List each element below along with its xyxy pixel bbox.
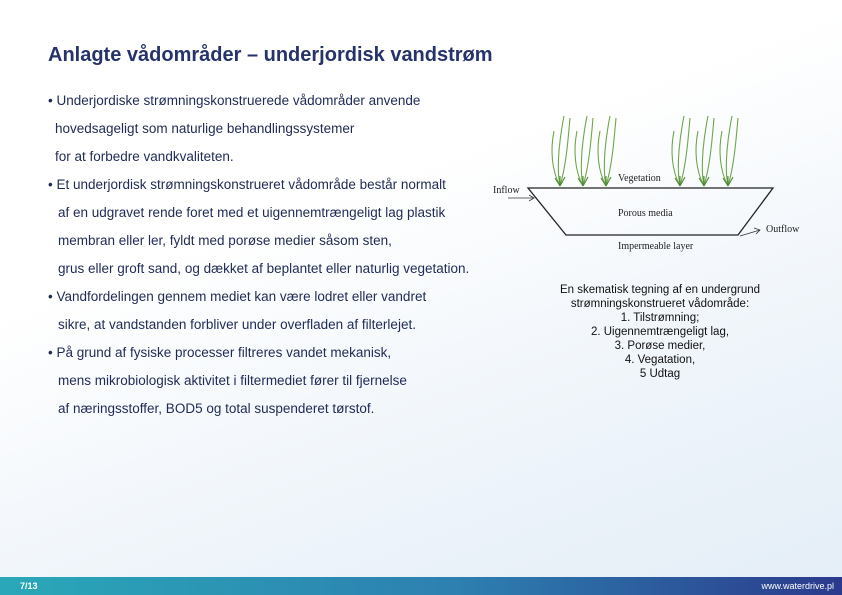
bullet-line: • Vandfordelingen gennem mediet kan være lodret eller vandret xyxy=(48,289,427,304)
caption-line: 2. Uigennemtrængeligt lag, xyxy=(590,326,730,338)
vegetation-label: Vegetation xyxy=(618,173,661,184)
bullet-line: • På grund af fysiske processer filtreres vandet mekanisk, xyxy=(48,345,392,360)
bullet-line: sikre, at vandstanden forbliver under overfladen af filterlejet. xyxy=(58,317,416,332)
caption-line: 5 Udtag xyxy=(639,368,681,380)
outflow-label: Outflow xyxy=(766,224,800,235)
diagram-caption xyxy=(520,283,800,381)
bullet-line: • Underjordiske strømningskonstruerede vådområder anvende xyxy=(48,93,421,108)
caption-line: strømningskonstrueret vådområde: xyxy=(570,298,750,310)
page-number: 7/13 xyxy=(20,581,38,591)
impermeable-layer-label: Impermeable layer xyxy=(618,241,694,252)
caption-line: 1. Tilstrømning; xyxy=(620,312,700,324)
bullet-line: af næringsstoffer, BOD5 og total suspenderet tørstof. xyxy=(58,401,375,416)
website-link[interactable]: www.waterdrive.pl xyxy=(761,581,834,591)
bullet-line: membran eller ler, fyldt med porøse medier såsom sten, xyxy=(58,233,392,248)
footer-bar xyxy=(0,577,842,595)
bullet-line: for at forbedre vandkvaliteten. xyxy=(55,149,234,164)
wetland-diagram xyxy=(488,108,818,258)
bullet-line: mens mikrobiologisk aktivitet i filtermediet fører til fjernelse xyxy=(58,373,407,388)
bullet-list xyxy=(48,90,498,426)
caption-line: En skematisk tegning af en undergrund xyxy=(559,284,761,296)
caption-line: 3. Porøse medier, xyxy=(614,340,706,352)
slide-title: Anlagte vådområder – underjordisk vandstrøm xyxy=(48,44,493,66)
porous-media-label: Porous media xyxy=(618,208,673,219)
caption-line: 4. Vegatation, xyxy=(624,354,696,366)
bullet-line: grus eller groft sand, og dækket af beplantet eller naturlig vegetation. xyxy=(58,261,470,276)
bullet-line: af en udgravet rende foret med et uigennemtrængeligt lag plastik xyxy=(58,205,446,220)
inflow-label: Inflow xyxy=(493,185,520,196)
bullet-line: • Et underjordisk strømningskonstrueret vådområde består normalt xyxy=(48,177,446,192)
bullet-line: hovedsageligt som naturlige behandlingssystemer xyxy=(55,121,355,136)
